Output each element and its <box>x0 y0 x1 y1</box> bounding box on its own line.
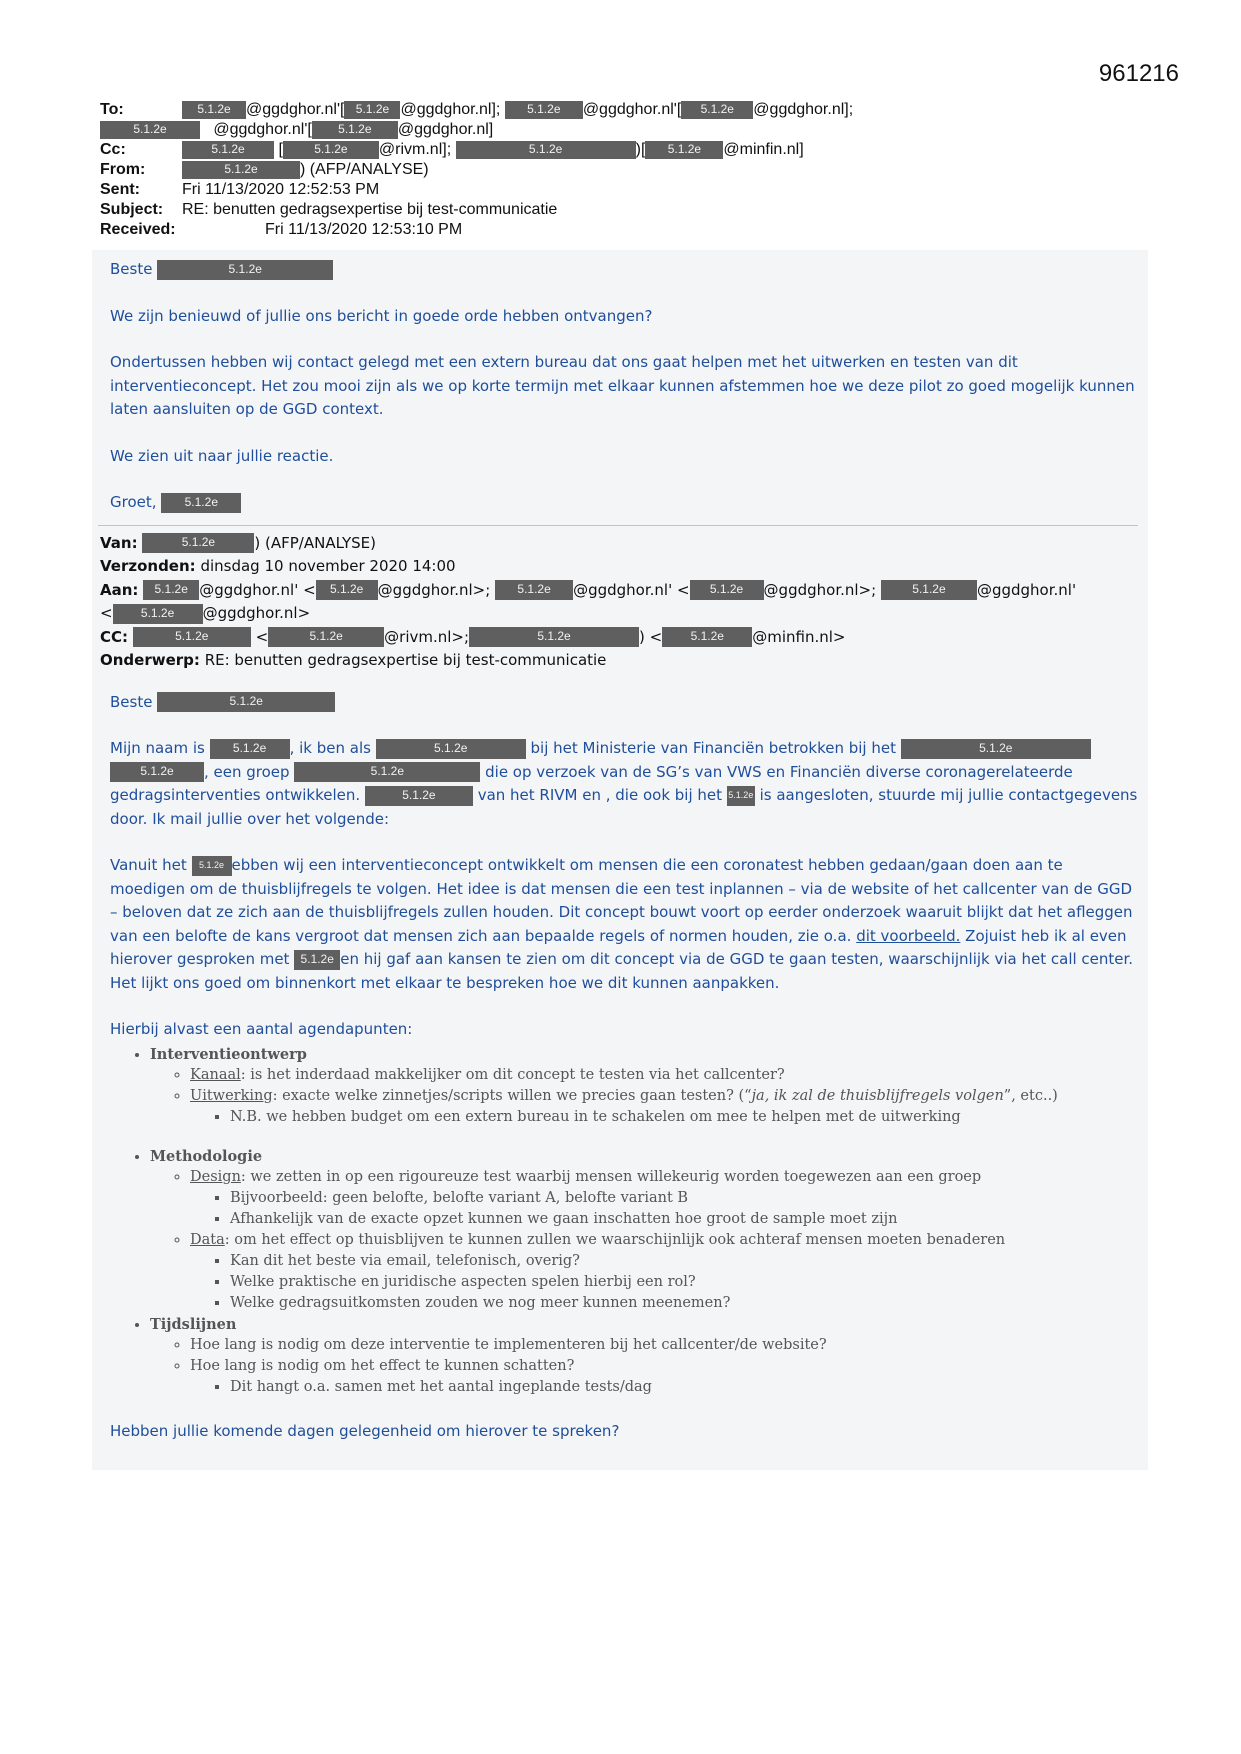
signoff-text: Groet, <box>110 493 157 511</box>
van-row <box>100 532 1140 556</box>
original-paragraph-1 <box>110 737 1140 831</box>
original-paragraph-2 <box>110 854 1140 995</box>
agenda-item-label: Kanaal <box>190 1066 241 1083</box>
agenda-note: ▪ Welke praktische en juridische aspecten spelen hierbij een rol? <box>230 1272 1140 1293</box>
redaction-box: 5.1.2e <box>456 141 636 159</box>
from-value: ) (AFP/ANALYSE) <box>300 161 429 178</box>
cc-label: Cc: <box>100 141 126 158</box>
message-divider <box>98 525 1138 526</box>
reply-signoff <box>110 491 1140 515</box>
onderwerp-value: RE: benutten gedragsexpertise bij test-communicatie <box>204 651 607 669</box>
van-label: Van: <box>100 533 138 552</box>
aan-address: @ggdghor.nl> <box>202 604 311 622</box>
redaction-box: 5.1.2e <box>376 739 526 759</box>
text-span: Vanuit het <box>110 856 187 874</box>
header-sent-row <box>100 180 1160 200</box>
to-address: @ggdghor.nl'[ <box>213 121 312 138</box>
verzonden-label: Verzonden: <box>100 557 196 575</box>
to-address: @ggdghor.nl] <box>397 121 494 138</box>
received-label: Received: <box>100 221 176 238</box>
redaction-box: 5.1.2e <box>268 627 384 647</box>
van-value: ) (AFP/ANALYSE) <box>254 533 376 552</box>
redaction-box: 5.1.2e <box>312 121 398 139</box>
cc-address: @minfin.nl] <box>723 141 804 158</box>
redaction-box: 5.1.2e <box>182 161 300 179</box>
redaction-box: 5.1.2e <box>645 141 723 159</box>
agenda-item <box>190 1356 1140 1398</box>
redaction-box: 5.1.2e <box>662 627 752 647</box>
agenda-section <box>150 1044 1140 1146</box>
aan-row <box>100 579 1140 603</box>
verzonden-value: dinsdag 10 november 2020 14:00 <box>200 557 456 575</box>
subject-value: RE: benutten gedragsexpertise bij test-communicatie <box>182 201 558 218</box>
redaction-box: 5.1.2e <box>495 580 573 600</box>
redaction-box: 5.1.2e <box>881 580 977 600</box>
redaction-box: 5.1.2e <box>365 786 473 806</box>
redaction-box: 5.1.2e <box>901 739 1091 759</box>
text-span: ebben wij een interventieconcept ontwikkelt om mensen die een coronatest hebben gedaan/gaan doen aan te moedigen om de thuisblijfregels te volgen. Het idee is dat mensen die een test inplannen – via de website of het callcenter van de GGD – beloven dat ze zich aan de thuisblijfregels zullen houden. Dit concept bouwt voort op eerder onderzoek waaruit blijkt dat het afleggen van een belofte de kans vergroot dat mensen zich aan bepaalde regels of normen houden, zie o.a. <box>110 856 1133 945</box>
agenda-note: ▪ Dit hangt o.a. samen met het aantal ingeplande tests/dag <box>230 1377 1140 1398</box>
redaction-box: 5.1.2e <box>690 580 764 600</box>
redaction-box: 5.1.2e <box>469 627 639 647</box>
redaction-box: 5.1.2e <box>344 101 400 119</box>
reply-paragraph-1: We zijn benieuwd of jullie ons bericht in goede orde hebben ontvangen? <box>110 306 653 325</box>
text-span: Zojuist heb ik al even hierover gesproken met <box>110 926 1127 968</box>
document-number: 961216 <box>1098 60 1179 87</box>
to-address: @ggdghor.nl'[ <box>246 101 345 118</box>
cc-address: )[ <box>635 141 646 158</box>
redaction-box: 5.1.2e <box>133 627 251 647</box>
reply-greeting <box>110 258 1140 282</box>
agenda-item-text: ”, etc..) <box>1003 1087 1058 1104</box>
aan-address: @ggdghor.nl>; <box>763 580 877 599</box>
agenda-section <box>150 1146 1140 1314</box>
redaction-box: 5.1.2e <box>157 260 333 280</box>
greeting-text: Beste <box>110 260 153 278</box>
cc-address: @rivm.nl]; <box>378 141 452 158</box>
original-message-header <box>100 532 1140 673</box>
agenda-item-text: : exacte welke zinnetjes/scripts willen we precies gaan testen? (“ <box>272 1087 752 1104</box>
sent-value: Fri 11/13/2020 12:52:53 PM <box>182 181 380 198</box>
agenda-note: ▪ Welke gedragsuitkomsten zouden we nog meer kunnen meenemen? <box>230 1293 1140 1314</box>
redaction-box: 5.1.2e <box>210 739 290 759</box>
header-cc-row <box>100 140 1160 160</box>
agenda-note: ▪ Bijvoorbeeld: geen belofte, belofte variant A, belofte variant B <box>230 1188 1140 1209</box>
header-to-row <box>100 100 1160 120</box>
agenda-section-title: Interventieontwerp <box>150 1045 307 1063</box>
agenda-item-text: : om het effect op thuisblijven te kunnen zullen we waarschijnlijk ook achteraf mensen moeten benaderen <box>224 1231 1006 1248</box>
text-span: van het RIVM en , die ook bij het <box>477 786 723 804</box>
agenda-item: ◦ Hoe lang is nodig om deze interventie te implementeren bij het callcenter/de website? <box>190 1335 1140 1356</box>
redaction-box: 5.1.2e <box>157 692 335 712</box>
aan-address: @ggdghor.nl' < <box>199 580 316 599</box>
redaction-box: 5.1.2e <box>192 856 232 876</box>
agenda-note: ▪ N.B. we hebben budget om een extern bureau in te schakelen om mee te helpen met de uitwerking <box>230 1107 1140 1128</box>
to-address: @ggdghor.nl]; <box>400 101 501 118</box>
aan-address: @ggdghor.nl' <box>976 580 1077 599</box>
header-from-row <box>100 160 1160 180</box>
agenda-item <box>190 1065 1140 1086</box>
redaction-box: 5.1.2e <box>161 493 241 513</box>
aan-row-2 <box>100 602 1140 626</box>
received-value: Fri 11/13/2020 12:53:10 PM <box>265 221 463 238</box>
email-header <box>100 100 1160 240</box>
agenda-item-text: Hoe lang is nodig om het effect te kunnen schatten? <box>190 1357 575 1374</box>
redaction-box: 5.1.2e <box>283 141 379 159</box>
redaction-box: 5.1.2e <box>143 580 199 600</box>
verzonden-row <box>100 555 1140 579</box>
agenda-item-text: : is het inderdaad makkelijker om dit concept te testen via het callcenter? <box>240 1066 785 1083</box>
onderwerp-label: Onderwerp: <box>100 651 200 669</box>
redaction-box: 5.1.2e <box>505 101 583 119</box>
text-span: is aangesloten, stuurde mij jullie contactgegevens door. Ik mail jullie over het volgende: <box>110 786 1138 828</box>
to-label: To: <box>100 101 124 118</box>
aan-label: Aan: <box>100 580 139 599</box>
agenda-item <box>190 1230 1140 1314</box>
agenda-item-quote: ja, ik zal de thuisblijfregels volgen <box>751 1087 1004 1104</box>
from-label: From: <box>100 161 146 178</box>
agenda-list <box>110 1044 1140 1398</box>
agenda-item-text: : we zetten in op een rigoureuze test waarbij mensen willekeurig worden toegewezen aan een groep <box>240 1168 982 1185</box>
to-address: @ggdghor.nl'[ <box>582 101 682 118</box>
cc-label-original: CC: <box>100 627 129 646</box>
agenda-section-title: Tijdslijnen <box>150 1315 237 1333</box>
text-span: bij het Ministerie van Financiën betrokken bij het <box>530 739 896 757</box>
header-subject-row <box>100 200 1160 220</box>
agenda-intro: Hierbij alvast een aantal agendapunten: <box>110 1020 413 1038</box>
aan-address: @ggdghor.nl>; <box>377 580 491 599</box>
cc-address: < <box>255 627 269 646</box>
text-span: Mijn naam is <box>110 739 205 757</box>
text-span: , een groep <box>204 762 290 781</box>
example-link[interactable]: dit voorbeeld. <box>856 926 961 945</box>
header-received-row <box>100 220 1160 240</box>
redaction-box: 5.1.2e <box>110 762 204 782</box>
subject-label: Subject: <box>100 201 164 218</box>
redaction-box: 5.1.2e <box>182 141 274 159</box>
redaction-box: 5.1.2e <box>316 580 378 600</box>
agenda-item-label: Design <box>190 1168 241 1185</box>
redaction-box: 5.1.2e <box>113 604 203 624</box>
text-span: , ik ben als <box>289 739 371 757</box>
text-span: die op verzoek van de SG’s van VWS en Financiën diverse coronagerelateerde gedragsinterventies ontwikkelen. <box>110 762 1073 804</box>
reply-paragraph-2: Ondertussen hebben wij contact gelegd met een extern bureau dat ons gaat helpen met het uitwerken en testen van dit interventieconcept. Het zou mooi zijn als we op korte termijn met elkaar kunnen afstemmen hoe we deze pilot zo goed mogelijk kunnen laten aansluiten op de GGD context. <box>110 353 1135 418</box>
redaction-box: 5.1.2e <box>681 101 753 119</box>
message-body <box>100 258 1140 1466</box>
cc-address: ) < <box>639 627 663 646</box>
cc-address: @rivm.nl>; <box>384 627 470 646</box>
redaction-box: 5.1.2e <box>100 121 200 139</box>
onderwerp-row <box>100 649 1140 673</box>
agenda-item-label: Data <box>190 1231 225 1248</box>
agenda-item-label: Uitwerking <box>190 1087 273 1104</box>
cc-row <box>100 626 1140 650</box>
reply-paragraph-3: We zien uit naar jullie reactie. <box>110 446 334 465</box>
cc-address: @minfin.nl> <box>752 627 846 646</box>
header-to-row-2 <box>100 120 1160 140</box>
aan-address: < <box>100 604 113 622</box>
redaction-box: 5.1.2e <box>294 762 480 782</box>
to-address: @ggdghor.nl]; <box>753 101 854 118</box>
agenda-item <box>190 1167 1140 1230</box>
redaction-box: 5.1.2e <box>294 950 340 970</box>
redaction-box: 5.1.2e <box>182 101 246 119</box>
sent-label: Sent: <box>100 181 140 198</box>
agenda-note: ▪ Afhankelijk van de exacte opzet kunnen we gaan inschatten hoe groot de sample moet zijn <box>230 1209 1140 1230</box>
agenda-section <box>150 1314 1140 1398</box>
aan-address: @ggdghor.nl' < <box>573 580 690 599</box>
redaction-box: 5.1.2e <box>142 533 254 553</box>
text-span: en hij gaf aan kansen te zien om dit concept via de GGD te gaan testen, waarschijnlijk via het call center. Het lijkt ons goed om binnenkort met elkaar te bespreken hoe we dit kunnen aanpakken. <box>110 950 1134 992</box>
agenda-item <box>190 1086 1140 1128</box>
agenda-note: ▪ Kan dit het beste via email, telefonisch, overig? <box>230 1251 1140 1272</box>
redaction-box: 5.1.2e <box>727 786 755 806</box>
greeting-text: Beste <box>110 692 153 711</box>
agenda-section-title: Methodologie <box>150 1147 263 1165</box>
closing-question: Hebben jullie komende dagen gelegenheid om hierover te spreken? <box>110 1421 620 1440</box>
cc-address: [ <box>278 141 283 158</box>
original-greeting <box>110 691 1140 715</box>
